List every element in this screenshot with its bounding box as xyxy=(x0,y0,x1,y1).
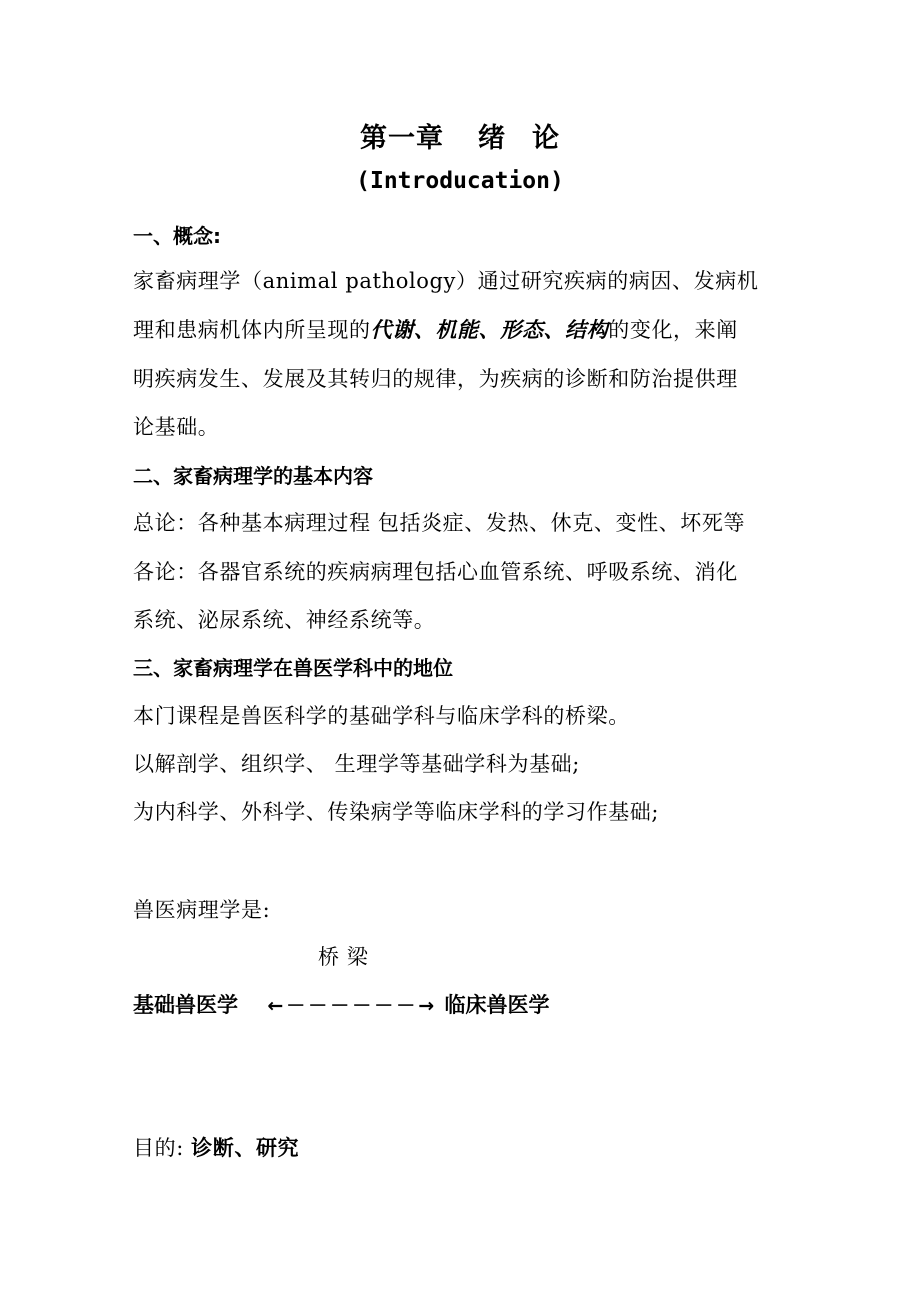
bridge-intro: 兽医病理学是: xyxy=(133,898,271,922)
double-arrow-icon: ←－－－－－－→ xyxy=(267,995,438,1017)
bridge-label: 桥 梁 xyxy=(318,945,369,969)
keyword-separator: 、 xyxy=(543,318,566,342)
section-1-heading: 一、概念: xyxy=(133,224,221,248)
chapter-number: 第一章 xyxy=(360,123,444,154)
section-1-line-2 xyxy=(133,314,738,344)
section-1-line-2-pre: 理和患病机体内所呈现的 xyxy=(133,318,371,342)
specific-theory-line-1: 各论：各器官系统的疾病病理包括心血管系统、呼吸系统、消化 xyxy=(133,560,738,584)
chapter-title xyxy=(0,116,920,155)
section-1-line-2-post: 的变化，来阐 xyxy=(608,318,738,342)
section-1-line-4: 论基础。 xyxy=(133,415,220,439)
keyword-metabolism: 代谢 xyxy=(370,318,414,342)
title-word-2: 论 xyxy=(532,123,560,154)
purpose-line xyxy=(133,1132,299,1162)
clinical-veterinary-label: 临床兽医学 xyxy=(444,993,550,1017)
title-word-1: 绪 xyxy=(478,123,506,154)
keyword-function: 机能 xyxy=(435,318,479,342)
section-1-line-1: 家畜病理学（animal pathology）通过研究疾病的病因、发病机 xyxy=(133,269,759,293)
section-2-heading: 二、家畜病理学的基本内容 xyxy=(133,464,373,488)
section-3-heading: 三、家畜病理学在兽医学科中的地位 xyxy=(133,656,453,680)
basic-veterinary-label: 基础兽医学 xyxy=(133,993,238,1017)
chapter-subtitle: (Introducation) xyxy=(356,168,564,194)
section-3-line-3: 为内科学、外科学、传染病学等临床学科的学习作基础; xyxy=(133,800,660,824)
purpose-label: 目的: xyxy=(133,1136,184,1160)
bridge-row xyxy=(133,989,549,1019)
keyword-separator: 、 xyxy=(478,318,501,342)
section-3-line-2: 以解剖学、组织学、 生理学等基础学科为基础; xyxy=(133,752,580,776)
purpose-value: 诊断、研究 xyxy=(191,1136,300,1160)
section-3-line-1: 本门课程是兽医科学的基础学科与临床学科的桥梁。 xyxy=(133,704,630,728)
keyword-structure: 结构 xyxy=(565,318,609,342)
keyword-separator: 、 xyxy=(413,318,436,342)
specific-theory-line-2: 系统、泌尿系统、神经系统等。 xyxy=(133,608,436,632)
keyword-morphology: 形态 xyxy=(500,318,544,342)
general-theory-line: 总论：各种基本病理过程 包括炎症、发热、休克、变性、坏死等 xyxy=(133,511,746,535)
section-1-line-3: 明疾病发生、发展及其转归的规律，为疾病的诊断和防治提供理 xyxy=(133,367,738,391)
